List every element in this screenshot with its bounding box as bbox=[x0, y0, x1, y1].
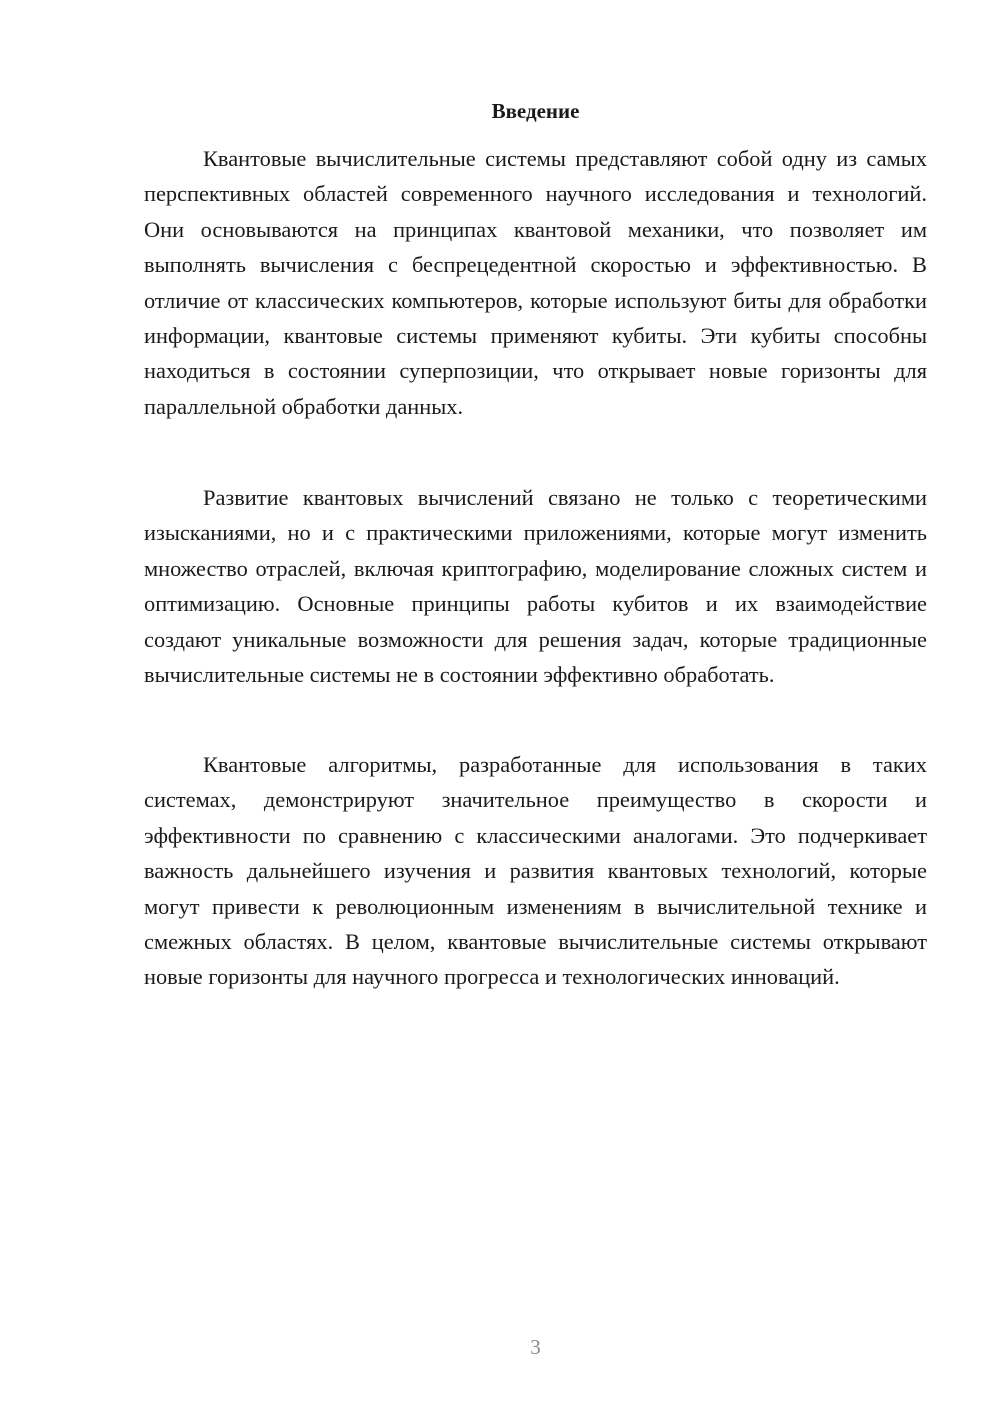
body-paragraph-3: Квантовые алгоритмы, разработанные для использования в таких системах, демонстрируют значительное преимущество в скорости и эффективности по сравнению с классическими аналогами. Это подчеркивает важность дальнейшего изучения и развития квантовых технологий, которые могут привести к революционным изменениям в вычислительной технике и смежных областях. В целом, квантовые вычислительные системы открывают новые горизонты для научного прогресса и технологических инноваций. bbox=[144, 752, 927, 990]
body-paragraph-1: Квантовые вычислительные системы представляют собой одну из самых перспективных областей современного научного исследования и технологий. Они основываются на принципах квантовой механики, что позволяет им выполнять вычисления с беспрецедентной скоростью и эффективностью. В отличие от классических компьютеров, которые используют биты для обработки информации, квантовые системы применяют кубиты. Эти кубиты способны находиться в состоянии суперпозиции, что открывает новые горизонты для параллельной обработки данных. bbox=[144, 146, 927, 419]
body-paragraph-2: Развитие квантовых вычислений связано не только с теоретическими изысканиями, но и с практическими приложениями, которые могут изменить множество отраслей, включая криптографию, моделирование сложных систем и оптимизацию. Основные принципы работы кубитов и их взаимодействие создают уникальные возможности для решения задач, которые традиционные вычислительные системы не в состоянии эффективно обработать. bbox=[144, 485, 927, 688]
page-number: 3 bbox=[530, 1335, 541, 1359]
section-title: Введение bbox=[491, 99, 580, 123]
